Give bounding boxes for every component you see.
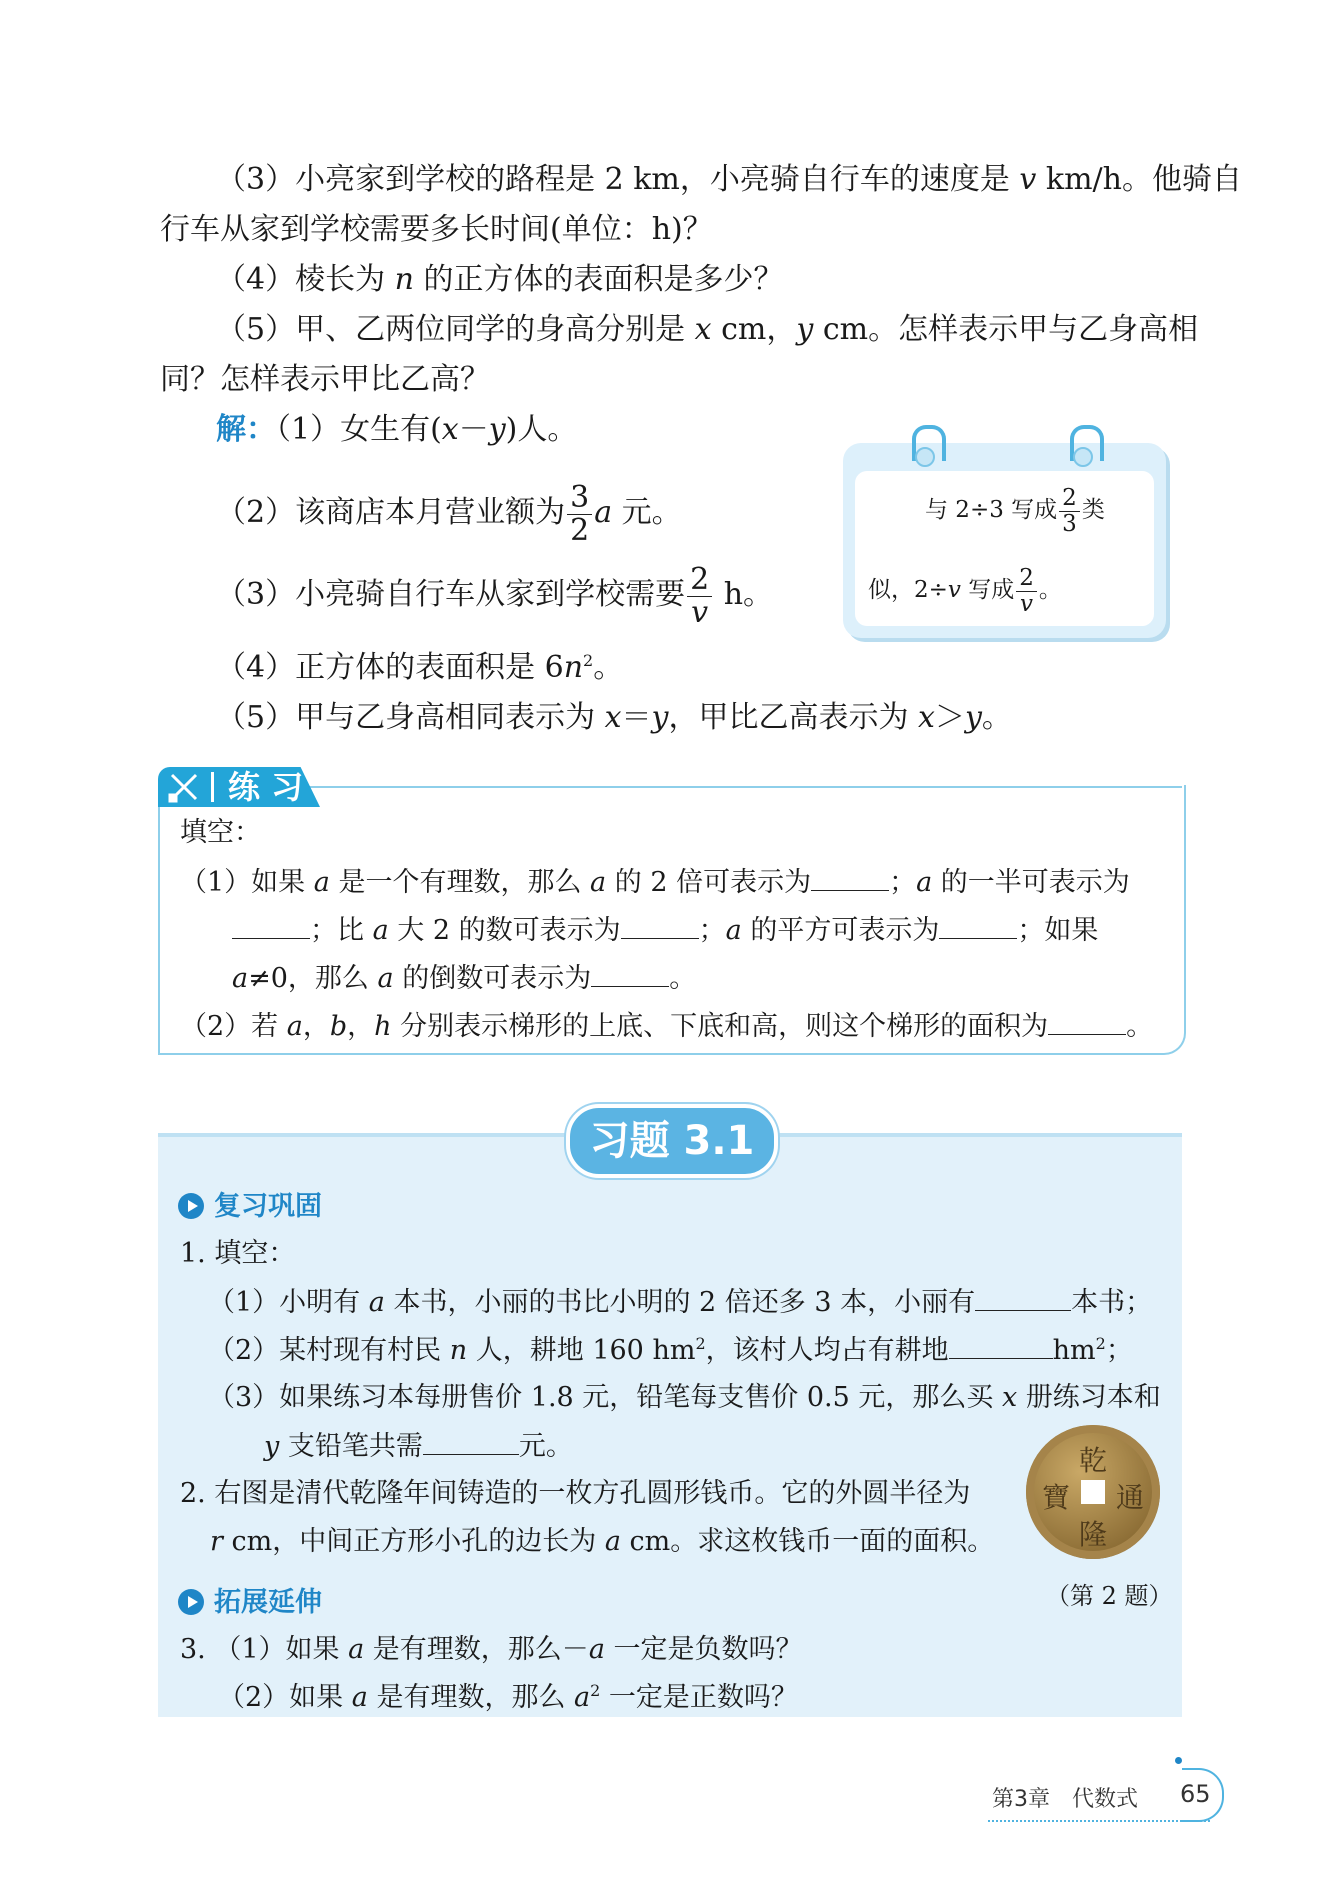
exercise-2-line2: r cm，中间正方形小孔的边长为 a cm。求这枚钱币一面的面积。 [210, 1526, 995, 1557]
exercise-1-2: （2）某村现有村民 n 人，耕地 160 $hm^2$，该村人均占有耕地 $hm^2$； [208, 1334, 1133, 1366]
exercise-title: 习题 3.1 [566, 1104, 778, 1178]
practice-2: （2）若 a，b，h 分别表示梯形的上底、下底和高，则这个梯形的面积为 。 [180, 1008, 1153, 1045]
problem-3-line2: 行车从家到学校需要多长时间(单位：h)？ [160, 212, 713, 247]
coin-char-left: 寶 [1042, 1481, 1071, 1514]
play-icon [178, 1193, 204, 1219]
exercise-3-1: 3. （1）如果 a 是有理数，那么－a 一定是负数吗？ [180, 1634, 803, 1665]
solution-5: （5）甲与乙身高相同表示为 x＝y，甲比乙高表示为 x＞y。 [216, 700, 1012, 735]
practice-1-line1: （1）如果 a 是一个有理数，那么 a 的 2 倍可表示为 ；a 的一半可表示为 [180, 864, 1130, 901]
coin-char-bottom: 隆 [1079, 1518, 1108, 1551]
exercise-3-2: （2）如果 a 是有理数，那么 $a^2$ 一定是正数吗？ [218, 1681, 798, 1713]
play-icon [178, 1589, 204, 1615]
chapter-label: 第3章 代数式 [992, 1787, 1138, 1812]
solution-label: 解： [216, 412, 276, 447]
coin-square-hole [1081, 1480, 1105, 1504]
coin-char-right: 通 [1116, 1481, 1145, 1514]
exercise-1-3-line2: y 支铅笔共需 元。 [264, 1428, 573, 1465]
exercise-2-line1: 2. 右图是清代乾隆年间铸造的一枚方孔圆形钱币。它的外圆半径为 [180, 1478, 971, 1509]
page-number: 65 [1180, 1780, 1211, 1808]
problem-4: （4）棱长为 n 的正方体的表面积是多少？ [216, 262, 784, 297]
exercise-1: 1. 填空： [180, 1238, 296, 1269]
ring-hole-left [915, 447, 935, 467]
ring-hole-right [1073, 447, 1093, 467]
note-line1: 与 2÷3 写成 $\frac{2}{3}$ 类 [925, 485, 1105, 537]
fraction-2-v: $\frac{2}{v}$ [687, 564, 712, 628]
solution-4: （4）正方体的表面积是 $6n^2$。 [216, 650, 624, 685]
practice-divider [211, 772, 214, 802]
footer-dot [1175, 1757, 1182, 1764]
solution-2: （2）该商店本月营业额为 $\frac{3}{2}$ a 元。 [216, 480, 682, 548]
footer-dotted-line [988, 1820, 1210, 1822]
practice-title: 练 习 [228, 768, 304, 806]
problem-5-line2: 同？怎样表示甲比乙高？ [160, 362, 490, 397]
practice-1-line2: ；比 a 大 2 的数可表示为 ；a 的平方可表示为 ；如果 [232, 912, 1098, 949]
section-extension: 拓展延伸 [178, 1580, 322, 1619]
fraction-3-2: $\frac{3}{2}$ [567, 482, 592, 546]
note-line2: 似，2÷v 写成 $\frac{2}{v}$ 。 [868, 565, 1062, 617]
practice-intro: 填空： [180, 817, 261, 848]
problem-5-line1: （5）甲、乙两位同学的身高分别是 x cm，y cm。怎样表示甲与乙身高相 [216, 312, 1199, 347]
problem-3-line1: （3）小亮家到学校的路程是 2 km，小亮骑自行车的速度是 v km/h。他骑自 [216, 162, 1242, 197]
coin-char-top: 乾 [1079, 1444, 1108, 1477]
exercise-1-3-line1: （3）如果练习本每册售价 1.8 元，铅笔每支售价 0.5 元，那么买 x 册练习本和 [208, 1382, 1161, 1413]
practice-1-line3: a≠0，那么 a 的倒数可表示为 。 [232, 960, 696, 997]
exercise-1-1: （1）小明有 a 本书，小丽的书比小明的 2 倍还多 3 本，小丽有 本书； [208, 1284, 1152, 1321]
qianlong-coin-image [1026, 1425, 1160, 1559]
figure-caption: （第 2 题） [1046, 1582, 1173, 1610]
solution-3: （3）小亮骑自行车从家到学校需要 $\frac{2}{v}$ h。 [216, 562, 774, 630]
pencil-ruler-icon [168, 771, 202, 803]
solution-1: 解：（1）女生有(x－y)人。 [216, 412, 578, 447]
section-review: 复习巩固 [178, 1184, 322, 1223]
